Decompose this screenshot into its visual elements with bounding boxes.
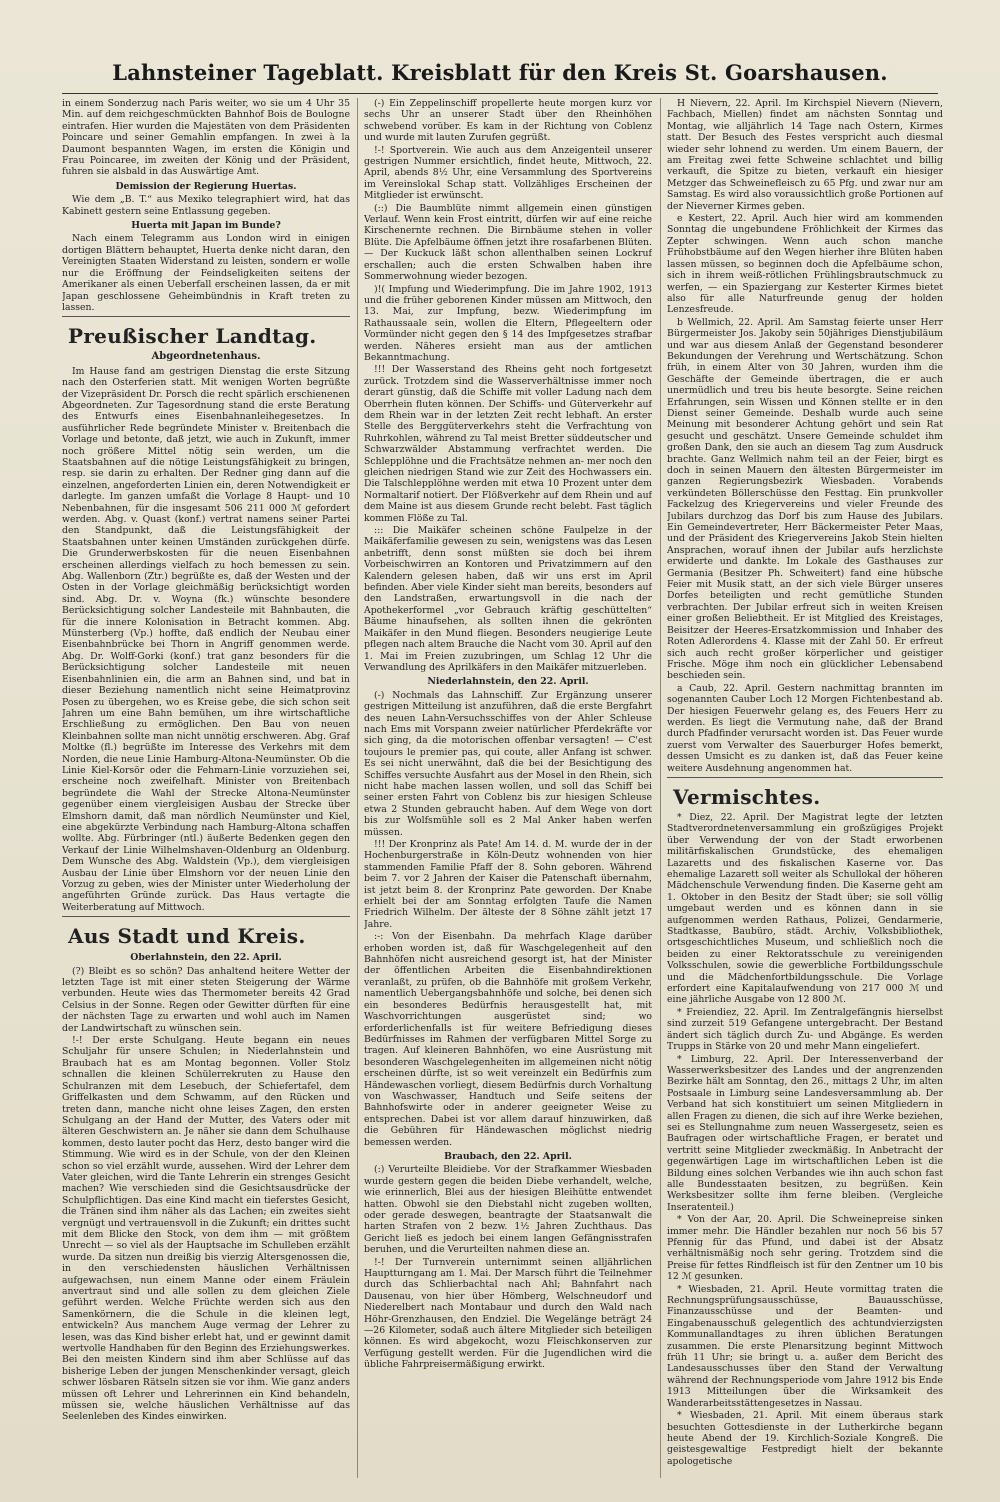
- article-paragraph: in einem Sonderzug nach Paris weiter, wo sie um 4 Uhr 35 Min. auf dem reichgeschmückten Bahnhof Bois de Boulogne eintrafen. Hier wurden die Majestäten von dem Präsidenten Poincare und seiner Gemahlin empfangen. In zwei à la Daumont bespannten Wagen, im ersten die Königin und Frau Poincaree, im zweiten der König und der Präsident, fuhren sie alsbald in das Auswärtige Amt.: [62, 98, 350, 178]
- section-rule: [62, 316, 350, 317]
- article-paragraph: ::: Die Maikäfer scheinen schöne Faulpelze in der Maikäferfamilie gewesen zu sein, wenigstens was das Lesen anbetrifft, denn sonst müßten sie doch bei ihrem Vorbeischwirren an Kontoren und Privatzimmern auf den Kalendern gelesen haben, daß wir uns erst im April befinden. Aber viele Kinder sieht man bereits, besonders auf den Landstraßen, erwartungsvoll in die nach der Apothekerformel „vor Gebrauch kräftig geschüttelten“ Bäume hinaufsehen, als sollten ihnen die gekrönten Maikäfer in den Mund fliegen. Besonders neugierige Leute pflegen nach altem Brauche die Nacht vom 30. April auf den 1. Mai im Freien zuzubringen, um Schlag 12 Uhr die Verwandlung des Aprilkäfers in den Maikäfer mitzuerleben.: [364, 525, 652, 673]
- column-divider: [357, 98, 358, 1478]
- article-paragraph: !!! Der Kronprinz als Pate! Am 14. d. M. wurde der in der Hochenburgerstraße in Köln-Deutz wohnenden von hier stammenden Familie Pfaff der 8. Sohn geboren. Während beim 7. vor 2 Jahren der Kaiser die Patenschaft übernahm, ist jetzt beim 8. der Kronprinz Pate geworden. Der Knabe erhielt bei der am Sonntag erfolgten Taufe die Namen Friedrich Wilhelm. Der älteste der 8 Söhne zählt jetzt 17 Jahre.: [364, 839, 652, 930]
- masthead-rule: [62, 93, 938, 94]
- article-paragraph: * Wiesbaden, 21. April. Heute vormittag traten die Rechnungsprüfungsausschüsse, Bauausschüsse, Finanzausschüsse und der Beamten- und Eingabenausschuß gelegentlich des achtundvierzigsten Kommunallandtages zu ihren üblichen Beratungen zusammen. Die erste Plenarsitzung beginnt Mittwoch früh 11 Uhr; sie bringt u. a. außer dem Bericht des Landesausschusses über den Stand der Verwaltung während der Rechnungsperiode vom Jahre 1912 bis Ende 1913 Mitteilungen über die Wirksamkeit des Wanderarbeitsstättengesetzes in Nassau.: [667, 1283, 943, 1409]
- article-paragraph: (-) Nochmals das Lahnschiff. Zur Ergänzung unserer gestrigen Mitteilung ist anzuführen, daß die erste Bergfahrt des neuen Lahn-Versuchsschiffes von der Ahler Schleuse nach Ems mit Vorspann zweier natürlicher Pferdekräfte vor sich ging, da die motorischen offenbar versagten! — C'est toujours le premier pas, qui coute, aller Anfang ist schwer. Es sei nicht unerwähnt, daß die bei der Besichtigung des Schiffes versuchte Ausfahrt aus der Mosel in den Rhein, sich nicht habe machen lassen wollen, und soll das Schiff bei seiner ersten Fahrt von Coblenz bis zur hiesigen Schleuse etwa 2 Stunden gebraucht haben. Auf dem Wege von dort bis zur Wolfsmühle soll es 2 Mal Anker haben werfen müssen.: [364, 689, 652, 838]
- headline-huerta-demission: Demission der Regierung Huertas.: [115, 180, 297, 192]
- column-2: [364, 98, 652, 1478]
- section-rule: [62, 916, 350, 917]
- dateline-date: den 22. April.: [210, 952, 282, 964]
- masthead: Lahnsteiner Tageblatt. Kreisblatt für den Kreis St. Goarshausen.: [112, 60, 888, 85]
- column-divider: [660, 98, 661, 1478]
- article-paragraph: !-! Sportverein. Wie auch aus dem Anzeigenteil unserer gestrigen Nummer ersichtlich, findet heute, Mittwoch, 22. April, abends 8½ Uhr, eine Versammlung des Sportvereins im Vereinslokal Schap statt. Vollzähliges Erscheinen der Mitglieder ist erwünscht.: [364, 144, 652, 202]
- article-paragraph: (::) Die Baumblüte nimmt allgemein einen günstigen Verlauf. Wenn kein Frost eintritt, dürfen wir auf eine reiche Kirschenernte rechnen. Die Birnbäume stehen in voller Blüte. Die Apfelbäume öffnen jetzt ihre rosafarbenen Blüten. — Der Kuckuck läßt schon allenthalben seinen Lockruf erschallen; auch die ersten Schwalben haben ihre Sommerwohnung wieder bezogen.: [364, 202, 652, 283]
- dateline: [62, 952, 350, 963]
- dateline: Braubach, den 22. April.: [444, 1150, 572, 1162]
- article-paragraph: Wie dem „B. T.“ aus Mexiko telegraphiert wird, hat das Kabinett gestern seine Entlassung gegeben.: [62, 194, 350, 217]
- article-paragraph: * Limburg, 22. April. Der Interessenverband der Wasserwerksbesitzer des Landes und der angrenzenden Bezirke hält am Sonntag, den 26., mittags 2 Uhr, im alten Postsaale in Limburg seine Landesversammlung ab. Der Verband hat sich konstituiert um seinen Mitgliedern in allen Fragen zu dienen, die sich auf ihre Werke beziehen, sei es Stellungnahme zum neuen Wassergesetz, seien es Baufragen oder wirtschaftliche Fragen, er beratet und vertritt seine Mitglieder zweckmäßig. In Anbetracht der gegenwärtigen Lage im wirtschaftlichen Leben ist die Bildung eines solchen Verbandes wie ihn auch schon fast alle Bundesstaaten besitzen, zu begrüßen. Kein Werksbesitzer sollte ihm ferne bleiben. (Vergleiche Inseratenteil.): [667, 1053, 943, 1213]
- article-paragraph: (:) Verurteilte Bleidiebe. Vor der Strafkammer Wiesbaden wurde gestern gegen die beiden Diebe verhandelt, welche, wie erinnerlich, Blei aus der hiesigen Bleihütte entwendet hatten. Obwohl sie den Diebstahl nicht zugeben wollten, oder gerade deswegen, beantragte der Staatsanwalt die harten Strafen von 2 bezw. 1½ Jahren Zuchthaus. Das Gericht ließ es jedoch bei einem langen Gefängnisstrafen beruhen, und die Verurteilten nahmen diese an.: [364, 1164, 652, 1256]
- article-paragraph: * Wiesbaden, 21. April. Mit einem überaus stark besuchten Gottesdienste in der Lutherkirche begann heute Abend der 19. Kirchlich-Soziale Kongreß. Die geistesgewaltige Festpredigt hielt der bekannte apologetische: [667, 1410, 943, 1467]
- article-paragraph: b Wellmich, 22. April. Am Samstag feierte unser Herr Bürgermeister Jos. Jakoby sein 50jähriges Dienstjubiläum und war aus diesem Anlaß der Gegenstand besonderer Bekundungen der Verehrung und Wertschätzung. Schon früh, in einem Alter von 30 Jahren, wurden ihm die Geschäfte der Gemeinde übertragen, die er auch unermüdlich und treu bis heute besorgte. Seine reichen Erfahrungen, sein Wissen und Können stellte er in den Dienst seiner Gemeinde. Deshalb wurde auch seine Meinung mit besonderer Achtung gehört und sein Rat gesucht und geschätzt. Unsere Gemeinde schuldet ihm großen Dank, den sie auch an diesem Tag zum Ausdruck brachte. Ganz Wellmich nahm teil an der Feier, birgt es doch in seinen Mauern den ältesten Bürgermeister im ganzen Regierungsbezirk Wiesbaden. Vorabends verkündeten Böllerschüsse den Festtag. Ein prunkvoller Fackelzug des Kriegervereins und vieler Freunde des Jubilars durchzog das Dorf bis zum Hause des Jubilars. Ein Gemeindevertreter, Herr Bäckermeister Peter Maas, und der Präsident des Kriegervereins Jakob Stein hielten Ansprachen, worauf ihnen der Jubilar aufs herzlichste erwiderte und dankte. Im Lokale des Gasthauses zur Germania (Besitzer Ph. Schweitert) fand eine hübsche Feier mit Musik statt, an der sich viele Bürger unseres Dorfes beteiligten und recht gemütliche Stunden verbrachten. Der Jubilar erfreut sich in weiten Kreisen einer großen Beliebtheit. Er ist Mitglied des Kreistages, Beisitzer der Heeres-Ersatzkommission und Inhaber des Roten Adlerordens 4. Klasse mit der Zahl 50. Er erfreut sich auch recht großer körperlicher und geistiger Frische. Möge ihm noch ein glücklicher Lebensabend beschieden sein.: [667, 316, 943, 682]
- dateline-place: Oberlahnstein,: [130, 952, 208, 964]
- section-heading-vermischtes: Vermischtes.: [673, 784, 821, 809]
- column-3: [667, 98, 943, 1478]
- dateline: Niederlahnstein, den 22. April.: [427, 676, 589, 688]
- article-paragraph: e Kestert, 22. April. Auch hier wird am kommenden Sonntag die ungebundene Fröhlichkeit der Kirmes das Zepter schwingen. Wenn auch schon manche Frühobstbäume auf den Wegen hierher ihre Blüten haben lassen müssen, so beginnen doch die Apfelbäume schon, sich in ihrem weiß-rötlichen Frühlingsbrautschmuck zu werfen, — ein Spaziergang zur Kesterter Kirmes bietet also für alle Naturfreunde genug der holden Lenzesfreude.: [667, 213, 943, 316]
- article-paragraph: Nach einem Telegramm aus London wird in einigen dortigen Blättern behauptet, Huerta denke nicht daran, den Vereinigten Staaten Widerstand zu leisten, sondern er wolle nur die Eröffnung der Feindseligkeiten seitens der Amerikaner als einen Ueberfall erscheinen lassen, da er mit Japan geschlossene Geheimbündnis in Kraft treten zu lassen.: [62, 233, 350, 313]
- article-paragraph: * Von der Aar, 20. April. Die Schweinepreise sinken immer mehr. Die Händler bezahlen nur noch 56 bis 57 Pfennig für das Pfund, und dabei ist der Absatz verhältnismäßig noch sehr gering. Trotzdem sind die Preise für fettes Rindfleisch ist für den Zentner um 10 bis 12 ℳ gesunken.: [667, 1214, 943, 1283]
- article-paragraph: * Freiendiez, 22. April. Im Zentralgefängnis hierselbst sind zurzeit 519 Gefangene untergebracht. Der Bestand ändert sich täglich durch Zu- und Abgänge. Es werden Trupps in Stärke von 20 und mehr Mann eingeliefert.: [667, 1006, 943, 1053]
- article-paragraph: :-: Von der Eisenbahn. Da mehrfach Klage darüber erhoben worden ist, daß für Waschgelegenheit auf den Bahnhöfen nicht ausreichend gesorgt ist, hat der Minister der öffentlichen Arbeiten die Eisenbahndirektionen veranlaßt, zu prüfen, ob die Bahnhöfe mit großem Verkehr, namentlich Uebergangsbahnhöfe und solche, bei denen sich ein besonderes Bedürfnis herausgestellt hat, mit Waschvorrichtungen ausgerüstet sind; wo erforderlichenfalls ist für weitere Befriedigung dieses Bedürfnisses im Rahmen der verfügbaren Mittel Sorge zu tragen. Auf kleineren Bahnhöfen, wo eine Ausrüstung mit besonderen Waschgelegenheiten im allgemeinen nicht nötig erscheinen dürfte, ist so weit vereinzelt ein Bedürfnis zum Händewaschen vorliegt, diesem Bedürfnis durch Vorhaltung von Waschwasser, Handtuch und Seife seitens der Bahnhofswirte oder in anderer geeigneter Weise zu entsprechen. Dabei ist vor allem darauf hinzuwirken, daß die Gebühren für Händewaschen möglichst niedrig bemessen werden.: [364, 931, 652, 1148]
- article-paragraph: Im Hause fand am gestrigen Dienstag die erste Sitzung nach den Osterferien statt. Mit wenigen Worten begrüßte der Vizepräsident Dr. Porsch die recht spärlich erschienenen Abgeordneten. Zur Tagesordnung stand die erste Beratung des Entwurfs eines Eisenbahnanleihegesetzes. In ausführlicher Rede begründete Minister v. Breitenbach die Vorlage und betonte, daß jetzt, wie auch in Zukunft, immer noch größere Mittel nötig sein werden, um die Staatsbahnen auf die nötige Leistungsfähigkeit zu bringen, resp. sie darin zu erhalten. Der Redner ging dann auf die einzelnen, angeforderten Linien ein, deren Notwendigkeit er darlegte. Im ganzen umfaßt die Vorlage 8 Haupt- und 10 Nebenbahnen, für die insgesamt 506 211 000 ℳ gefordert werden. Abg. v. Quast (konf.) vertrat namens seiner Partei den Standpunkt, daß die Leistungsfähigkeit der Staatsbahnen unter keinen Umständen zurückgehen dürfe. Die Grunderwerbskosten für die neuen Eisenbahnen erscheinen allerdings vielfach zu hoch bemessen zu sein. Abg. Wallenborn (Ztr.) begrüßte es, daß der Westen und der Osten in der Vorlage gleichmäßig berücksichtigt worden sind. Abg. Dr. v. Woyna (fk.) wünschte besondere Berücksichtigung solcher Landesteile mit Bahnbauten, die für die innere Kolonisation in Betracht kommen. Abg. Münsterberg (Vp.) hoffte, daß endlich der Neubau einer Eisenbahnbrücke bei Thorn in Angriff genommen werde. Abg. Dr. Wolff-Gorki (konf.) trat ganz besonders für die Berücksichtigung solcher Landesteile mit neuen Eisenbahnlinien ein, die arm an Bahnen sind, und bat in dieser Beziehung namentlich nicht seine Heimatprovinz Posen zu übergehen, wo es Kreise gebe, die sich schon seit Jahren um eine Bahn bemühen, um ihre wirtschaftliche Erschließung zu ermöglichen. Den Bau von neuen Kleinbahnen sollte man nicht unnötig erschweren. Abg. Graf Moltke (fl.) begrüßte im Interesse des Verkehrs mit dem Norden, die neue Linie Hamburg-Altona-Neumünster. Ob die Linie Kiel-Korsör oder die Fehmarn-Linie vorzuziehen sei, erscheine noch zweifelhaft. Minister von Breitenbach begründete die Wahl der Strecke Altona-Neumünster gegenüber einem viergleisigen Ausbau der Strecke über Elmshorn damit, daß man nördlich Neumünster und Kiel, eine abgekürzte Verbindung nach Hamburg-Altona schaffen wollte. Abg. Fürbringer (ntl.) äußerte Bedenken gegen den Verkauf der Linie Wilhelmshaven-Oldenburg an Oldenburg. Dem Wunsche des Abg. Waldstein (Vp.), dem viergleisigen Ausbau der Linie über Elmshorn vor der neuen Linie den Vorzug zu geben, wies der Minister unter Wiederholung der angeführten Gründe zurück. Das Haus vertagte die Weiterberatung auf Mittwoch.: [62, 365, 350, 913]
- article-paragraph: !-! Der erste Schulgang. Heute begann ein neues Schuljahr für unsere Schulen; in Niederlahnstein und Braubach hat es am Montag begonnen. Voller Stolz schnallen die kleinen Schülerrekruten zu Hause den Schulranzen mit dem Lesebuch, der Schiefertafel, dem Griffelkasten und dem Schwamm, auf den Rücken und treten dann, manche nicht ohne leises Zagen, den ersten Schulgang an der Hand der Mutter, des Vaters oder mit älteren Geschwistern an. Je näher sie dann dem Schulhause kommen, desto lauter pocht das Herz, desto banger wird die Stimmung. Wie wird es in der Schule, von der den Kleinen schon so viel erzählt wurde, aussehen. Wird der Lehrer dem Vater gleichen, wird die Tante Lehrerin ein strenges Gesicht machen? Wie verschieden sind die Gesichtsausdrücke der Schulpflichtigen. Das eine Kind macht ein tieferstes Gesicht, die Tränen sind ihm näher als das Lachen; ein zweites sieht vergnügt und vertrauensvoll in die Zukunft; ein drittes sucht mit dem Blicke den Stock, von dem ihm — mit größtem Unrecht — so viel als der Hauptsache im Schulleben erzählt wurde. Da sitzen nun dreißig bis vierzig Altersgenossen die, in den verschiedensten häuslichen Verhältnissen aufgewachsen, nun einem Manne oder einem Fräulein anvertraut sind und alle sollen zu dem gleichen Ziele geführt werden. Welche Früchte werden sich aus den Samenkörnern, die die Schule in die kleinen legt, entwickeln? Aus manchem Auge vermag der Lehrer zu lesen, was das Kind bisher erlebt hat, und er gewinnt damit wertvolle Handhaben für den Beginn des Erziehungswerkes. Bei den meisten Kindern sind ihm aber Schlüsse auf das bisherige Leben der jungen Menschenkinder versagt, gleich schwer lösbaren Rätseln sitzen sie vor ihm. Wie ganz anders müssen oft Lehrer und Lehrerinnen ein Kind behandeln, müssen sie, welche häuslichen Verhältnisse auf das Seelenleben des Kindes einwirken.: [62, 1035, 350, 1423]
- article-paragraph: (-) Ein Zeppelinschiff propellerte heute morgen kurz vor sechs Uhr an unserer Stadt über den Rheinhöhen schwebend vorüber. Es kam in der Richtung von Coblenz und wurde mit lauten Zurufen gegrüßt.: [364, 98, 652, 144]
- section-heading-stadt-kreis: Aus Stadt und Kreis.: [68, 924, 306, 949]
- column-1: [62, 98, 350, 1478]
- section-heading-landtag: Preußischer Landtag.: [68, 324, 317, 349]
- article-paragraph: )!( Impfung und Wiederimpfung. Die im Jahre 1902, 1913 und die früher geborenen Kinder müssen am Mittwoch, den 13. Mai, zur Impfung, bezw. Wiederimpfung im Rathaussaale sein, wollen die Eltern, Pflegeeltern oder Vormünder nicht gegen den § 14 des Impfgesetzes strafbar werden. Näheres ersieht man aus der amtlichen Bekanntmachung.: [364, 283, 652, 363]
- section-rule: [667, 777, 943, 778]
- article-paragraph: !-! Der Turnverein unternimmt seinen alljährlichen Hauptturngang am 1. Mai. Der Marsch führt die Teilnehmer durch das Schlierbachtal nach Ahl; Bahnfahrt nach Dausenau, von hier über Hömberg, Welschneudorf und Niederelbert nach Montabaur und durch den Wald nach Höhr-Grenzhausen, den Endziel. Die Wegelänge beträgt 24—26 Kilometer, sodaß auch ältere Mitglieder sich beteiligen können. Es wird abgekocht, wozu Fleischkonserven zur Verfügung gestellt werden. Für die Jugendlichen wird die übliche Fahrpreisermäßigung erwirkt.: [364, 1256, 652, 1371]
- headline-huerta-japan: Huerta mit Japan im Bunde?: [131, 220, 281, 232]
- article-paragraph: a Caub, 22. April. Gestern nachmittag brannten im sogenannten Cauber Loch 12 Morgen Fichtenbestand ab. Der hiesigen Feuerwehr gelang es, des Feuers Herr zu werden. Es liegt die Vermutung nahe, daß der Brand durch Pfadfinder verursacht worden ist. Das Feuer wurde zuerst vom Verwalter des Sauerburger Hofes bemerkt, dessen Umsicht es zu danken ist, daß das Feuer keine weitere Ausdehnung angenommen hat.: [667, 682, 943, 774]
- article-paragraph: * Diez, 22. April. Der Magistrat legte der letzten Stadtverordnetenversammlung ein großzügiges Projekt über Verwendung der von der Stadt erworbenen militärfiskalischen Grundstücke, des ehemaligen Lazaretts und des fiskalischen Kaserne vor. Das ehemalige Lazarett soll weiter als Schullokal der höheren Mädchenschule Verwendung finden. Die Kaserne geht am 1. Oktober in den Besitz der Stadt über; sie soll völlig umgebaut werden und es können dann in sie aufgenommen werden Rathaus, Polizei, Gendarmerie, Stadtkasse, Baubüro, städt. Archiv, Volksbibliothek, ortsgeschichtliches Museum, und schließlich noch die beiden zu einer Rektoratsschule zu vereinigenden Volksschulen, sowie die gewerbliche Fortbildungsschule und die Mädchenfortbildungsschule. Die Vorlage erfordert eine Kapitalaufwendung von 217 000 ℳ und eine jährliche Ausgabe von 12 800 ℳ.: [667, 811, 943, 1006]
- article-paragraph: H Nievern, 22. April. Im Kirchspiel Nievern (Nievern, Fachbach, Miellen) findet am nächsten Sonntag und Montag, wie alljährlich 14 Tage nach Ostern, Kirmes statt. Der Besuch des Festes verspricht auch diesmal wieder sehr lohnend zu werden. Um einem Bauern, der am Freitag zwei fette Schweine schlachtet und billig verkauft, die Spitze zu bieten, verkauft ein hiesiger Metzger das Schweinefleisch zu 65 Pfg. und zwar nur am Samstag. Es wird also voraussichtlich große Portionen auf der Nieverner Kirmes geben.: [667, 98, 943, 212]
- article-paragraph: !!! Der Wasserstand des Rheins geht noch fortgesetzt zurück. Trotzdem sind die Wasserverhältnisse immer noch derart günstig, daß die Schiffe mit voller Ladung nach dem Oberrhein fluten können. Der Schiffs- und Güterverkehr auf dem Rhein war in der letzten Zeit recht lebhaft. An erster Stelle des Berggüterverkehrs steht die Verfrachtung von Ruhrkohlen, während zu Tal meist Bretter süddeutscher und Schwarzwälder Abstammung verfrachtet werden. Die Schlepplöhne und die Frachtsätze nehmen an- mer noch den gleichen niedrigen Stand wie zur Zeit des Hochwassers ein. Die Talschlepplöhne werden mit etwa 10 Prozent unter dem Normaltarif notiert. Der Flößverkehr auf dem Rhein und auf dem Maine ist aus diesem Grunde recht belebt. Fast täglich kommen Flöße zu Tal.: [364, 364, 652, 524]
- article-paragraph: (?) Bleibt es so schön? Das anhaltend heitere Wetter der letzten Tage ist mit einer steten Steigerung der Wärme verbunden. Heute wies das Thermometer bereits 42 Grad Celsius in der Sonne. Regen oder Gewitter dürften für eine der nächsten Tage zu erwarten und wohl auch im Namen der Landwirtschaft zu wünschen sein.: [62, 965, 350, 1034]
- section-subheading: Abgeordnetenhaus.: [151, 351, 261, 363]
